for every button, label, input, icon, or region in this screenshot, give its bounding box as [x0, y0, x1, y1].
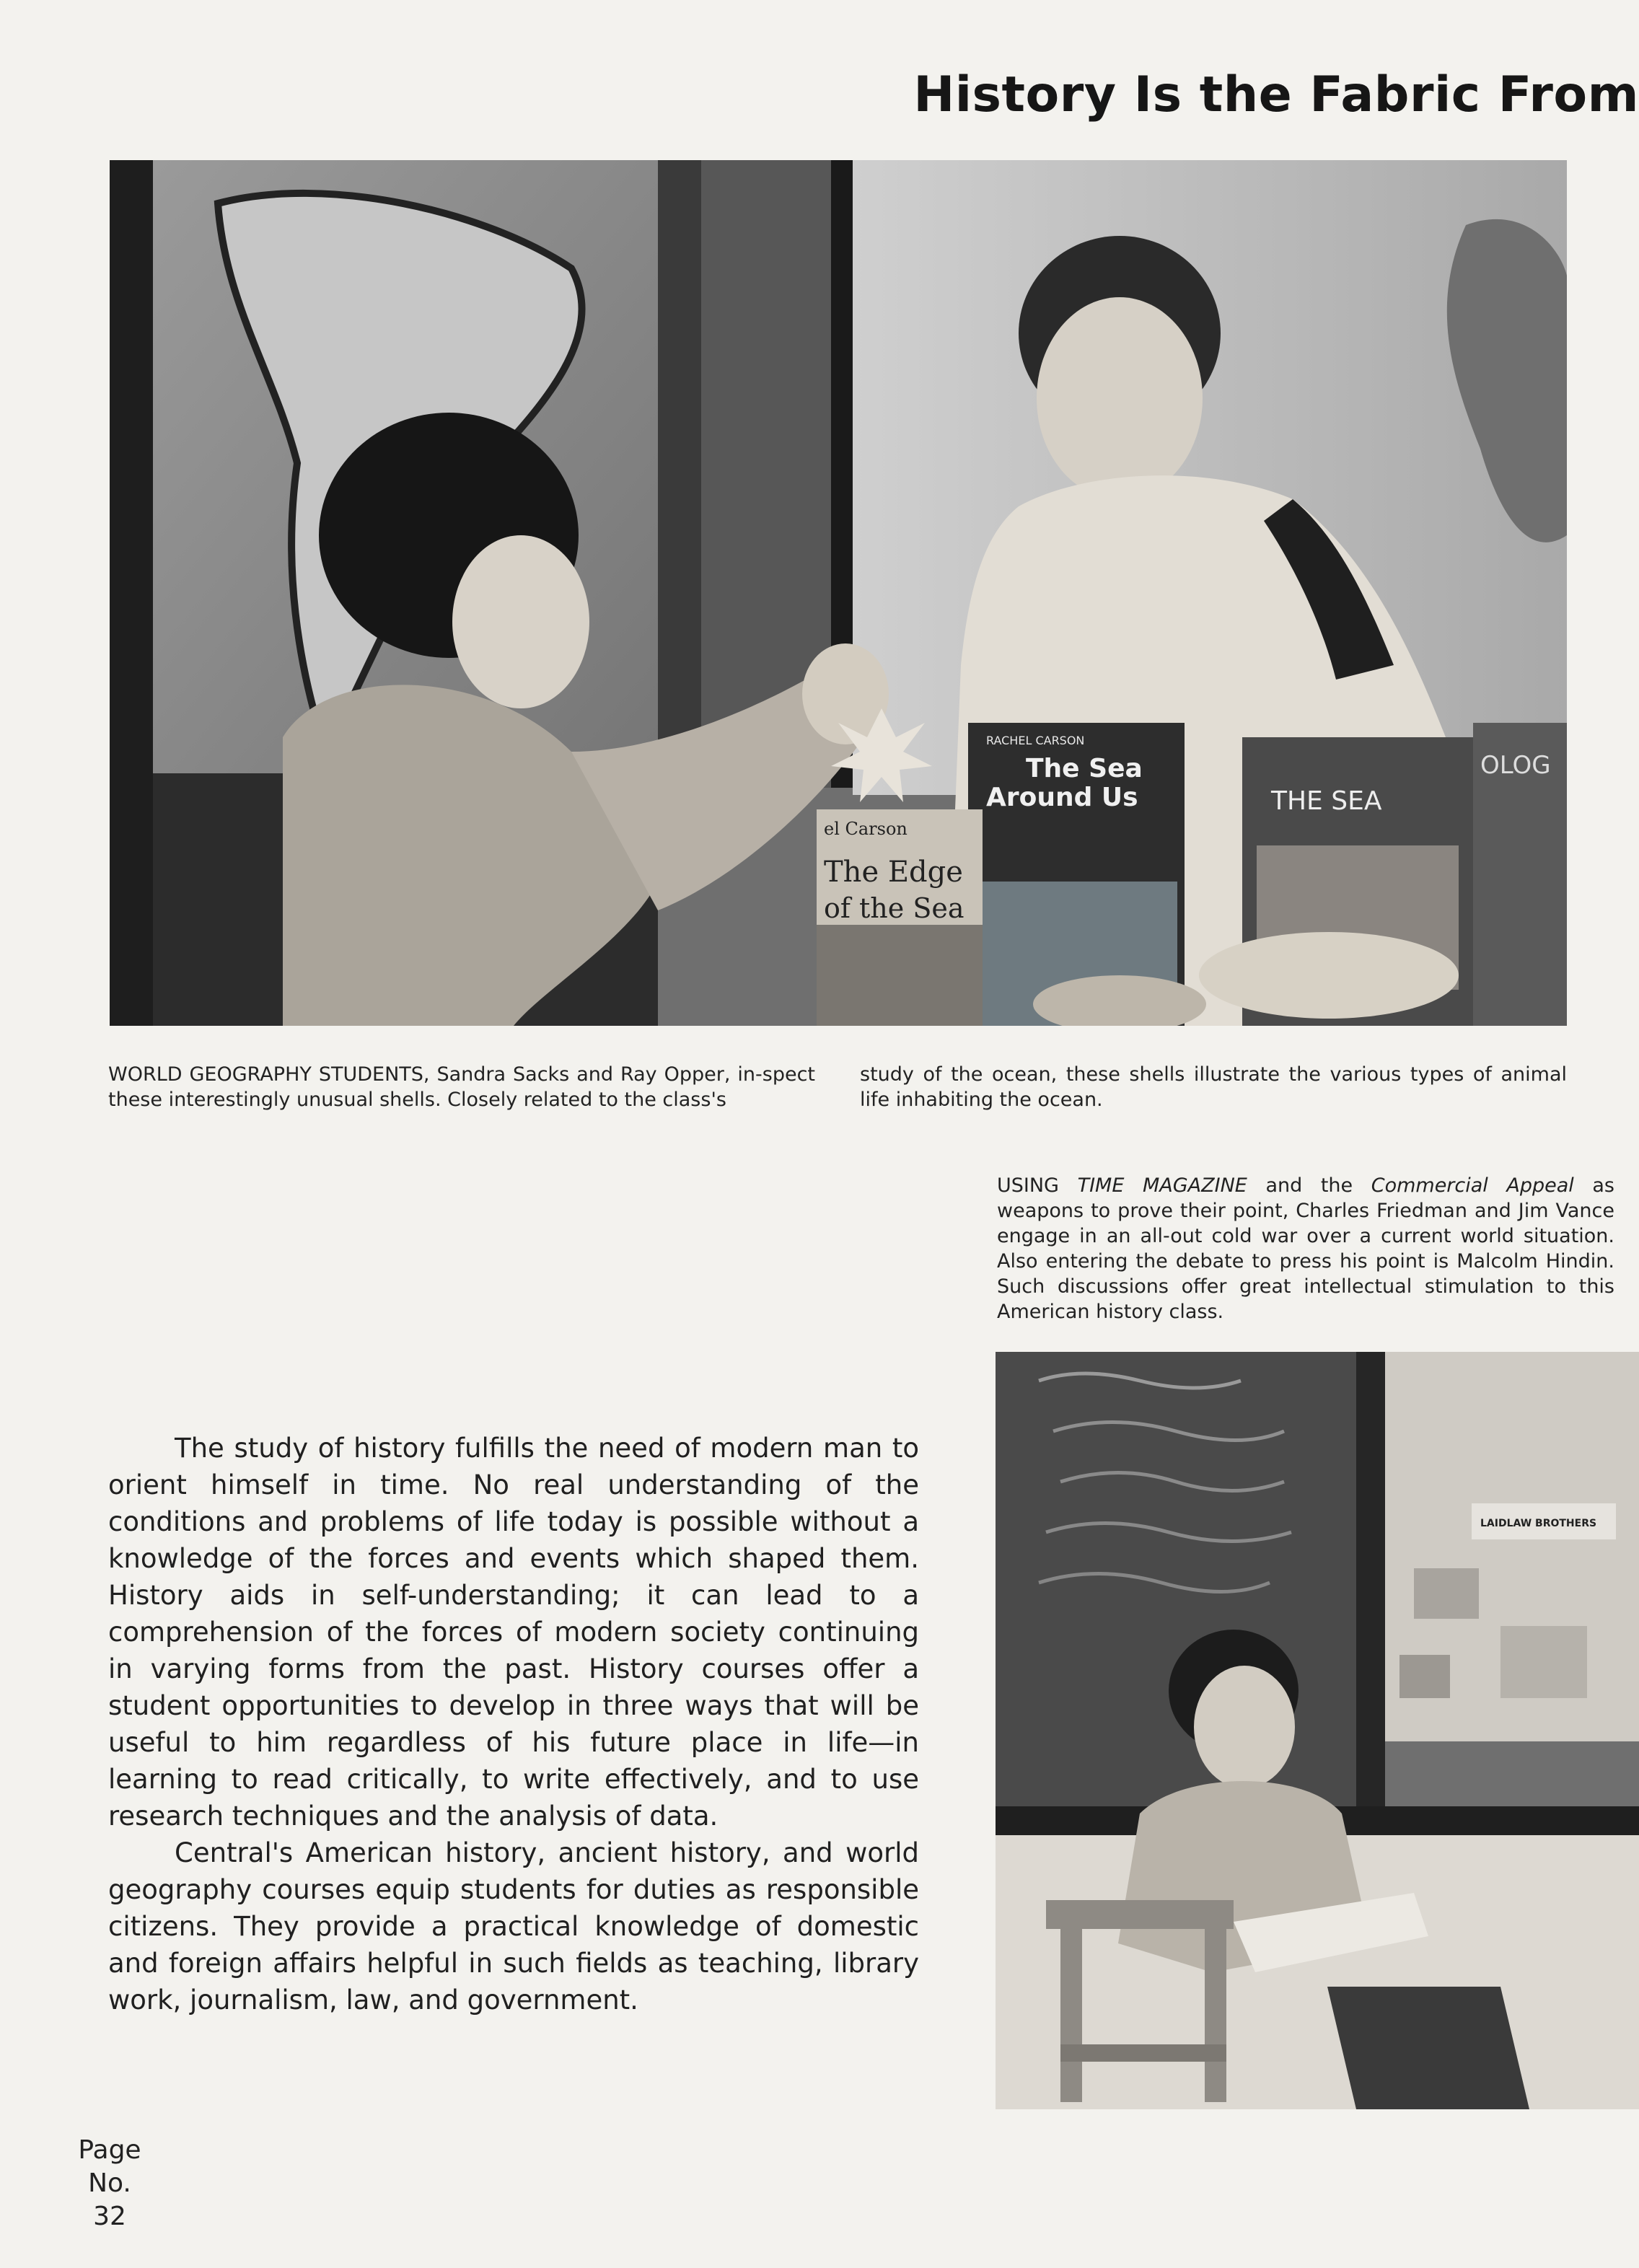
geography-class-photo — [110, 160, 1567, 1026]
book1-title-line2: Around Us — [986, 783, 1138, 812]
body-text — [108, 1430, 919, 2018]
page-number — [66, 2134, 153, 2233]
page-number-abbrev: No. — [88, 2168, 131, 2198]
page-number-value: 32 — [93, 2202, 126, 2231]
right-caption-newspaper: Commercial Appeal — [1371, 1174, 1574, 1197]
top-caption-text: Sandra Sacks and Ray Opper, in-spect these interestingly unusual shells. Closely related to the class's — [108, 1063, 815, 1111]
history-class-illustration — [996, 1352, 1639, 2109]
page-number-label: Page — [78, 2135, 141, 2165]
book4-title: OLOG — [1480, 751, 1551, 780]
right-caption-text: as weapons to prove their point, Charles Friedman and Jim Vance engage in an all-out cold war over a current world situation. Also entering the debate to press his point is Malcolm Hindin. Such discussions offer great intellectual stimulation to this American history class. — [997, 1174, 1614, 1323]
book1-title-line1: The Sea — [1026, 754, 1143, 783]
right-caption-magazine: TIME MAGAZINE — [1077, 1174, 1247, 1197]
right-caption-mid: and the — [1247, 1174, 1371, 1197]
page-title: History Is the Fabric From — [913, 66, 1639, 123]
history-class-photo — [996, 1352, 1639, 2109]
book2-title-line1: The Edge — [824, 856, 963, 889]
book2-author: el Carson — [824, 819, 908, 839]
right-caption — [997, 1173, 1614, 1324]
book3-title: THE SEA — [1271, 786, 1382, 816]
body-paragraph-2: Central's American history, ancient history, and world geography courses equip students for duties as responsible citizens. They provide a practical knowledge of domestic and foreign affairs helpful in such fields as teaching, library work, journalism, law, and government. — [108, 1837, 919, 2016]
bulletin-sign: LAIDLAW BROTHERS — [1480, 1518, 1597, 1529]
top-caption-left — [108, 1062, 815, 1112]
top-caption-lead: WORLD GEOGRAPHY STUDENTS, — [108, 1063, 430, 1086]
top-caption-right: study of the ocean, these shells illustrate the various types of animal life inhabiting the ocean. — [860, 1063, 1567, 1111]
body-paragraph-1: The study of history fulfills the need of modern man to orient himself in time. No real understanding of the conditions and problems of life today is possible without a knowledge of the forces and events which shaped them. History aids in self-understanding; it can lead to a comprehension of the forces of modern society continuing in varying forms from the past. History courses offer a student opportunities to develop in three ways that will be useful to him regardless of his future place in life—in learning to read critically, to write effectively, and to use research techniques and the analysis of data. — [108, 1433, 919, 1832]
book2-title-line2: of the Sea — [824, 892, 964, 924]
right-caption-lead: USING — [997, 1174, 1078, 1197]
book1-author: RACHEL CARSON — [986, 734, 1085, 747]
geography-class-illustration — [110, 160, 1567, 1026]
